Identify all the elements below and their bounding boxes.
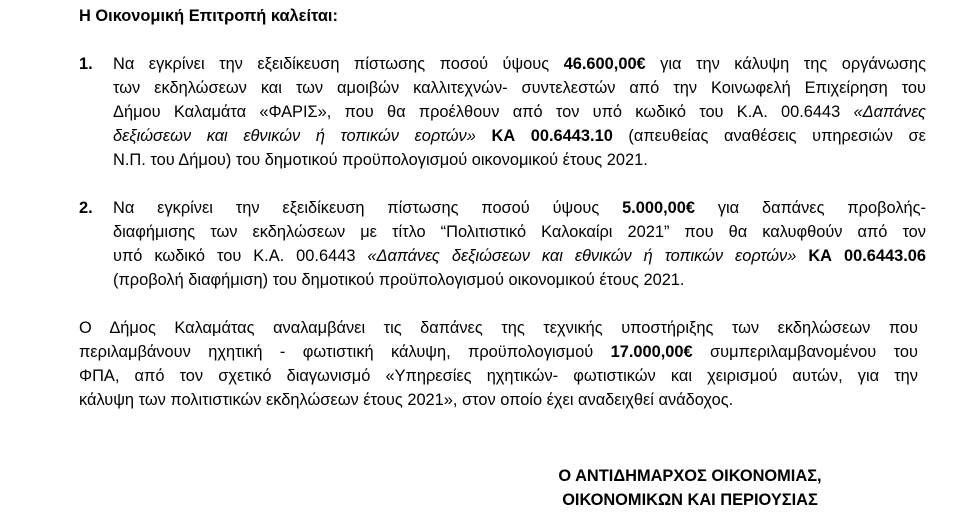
- text-run: για την κάλυψη της οργάνωσης: [645, 55, 926, 73]
- text-run: υπό κωδικό του Κ.Α. 00.6443: [113, 247, 368, 265]
- text-run: (απευθείας αναθέσεις υπηρεσιών σε: [612, 127, 926, 145]
- text-line: Ο Δήμος Καλαμάτας αναλαμβάνει τις δαπάνες της τεχνικής υποστήριξης των εκδηλώσεων που: [79, 319, 918, 337]
- item-text: [113, 196, 926, 292]
- amount: 46.600,00€: [563, 55, 646, 73]
- amount: 5.000,00€: [622, 199, 695, 217]
- paragraph: [79, 316, 918, 412]
- text-line: [113, 244, 926, 268]
- item-text: [113, 52, 926, 172]
- text-line: Ν.Π. του Δήμου) του δημοτικού προϋπολογισμού οικονομικού έτους 2021.: [113, 151, 648, 169]
- signature-block: [540, 464, 840, 512]
- text-line: (προβολή διαφήμιση) του δημοτικού προϋπολογισμού οικονομικού έτους 2021.: [113, 271, 685, 289]
- text-run: Να εγκρίνει την εξειδίκευση πίστωσης ποσού ύψους: [113, 55, 564, 73]
- signature-line-1: Ο ΑΝΤΙΔΗΜΑΡΧΟΣ ΟΙΚΟΝΟΜΙΑΣ,: [558, 467, 822, 485]
- text-line: [113, 52, 926, 76]
- text-run: περιλαμβάνουν ηχητική - φωτιστική κάλυψη, προϋπολογισμού: [79, 343, 611, 361]
- heading: Η Οικονομική Επιτροπή καλείται:: [79, 7, 338, 25]
- text-line: των εκδηλώσεων και των αμοιβών καλλιτεχνών- συντελεστών από την Κοινωφελή Επιχείρηση του: [113, 79, 926, 97]
- item-number: 2.: [79, 199, 93, 217]
- account-code: ΚΑ 00.6443.06: [796, 247, 926, 265]
- text-run-italic: «Δαπάνες δεξιώσεων και εθνικών ή τοπικών εορτών»: [367, 247, 797, 265]
- amount: 17.000,00€: [610, 343, 693, 361]
- text-line: [113, 196, 926, 220]
- text-line: [113, 100, 926, 124]
- text-line: διαφήμισης των εκδηλώσεων με τίτλο “Πολιτιστικό Καλοκαίρι 2021” που θα καλυφθούν από τον: [113, 223, 926, 241]
- account-code: ΚΑ 00.6443.10: [475, 127, 613, 145]
- text-run: για δαπάνες προβολής-: [694, 199, 926, 217]
- text-line: [113, 124, 926, 148]
- text-line: κάλυψη των πολιτιστικών εκδηλώσεων έτους 2021», στον οποίο έχει αναδειχθεί ανάδοχος.: [79, 391, 734, 409]
- text-run-italic: «Δαπάνες: [853, 103, 926, 121]
- text-run: συμπεριλαμβανομένου του: [692, 343, 918, 361]
- text-line: [79, 340, 918, 364]
- item-number: 1.: [79, 55, 93, 73]
- text-run: Να εγκρίνει την εξειδίκευση πίστωσης ποσού ύψους: [113, 199, 623, 217]
- text-run: Δήμου Καλαμάτα «ΦΑΡΙΣ», που θα προέλθουν από τον υπό κωδικό του Κ.Α. 00.6443: [113, 103, 854, 121]
- signature-line-2: ΟΙΚΟΝΟΜΙΚΩΝ ΚΑΙ ΠΕΡΙΟΥΣΙΑΣ: [562, 491, 818, 509]
- text-run-italic: δεξιώσεων και εθνικών ή τοπικών εορτών»: [113, 127, 476, 145]
- text-line: ΦΠΑ, από τον σχετικό διαγωνισμό «Υπηρεσίες ηχητικών- φωτιστικών και χειρισμού αυτών, για την: [79, 367, 918, 385]
